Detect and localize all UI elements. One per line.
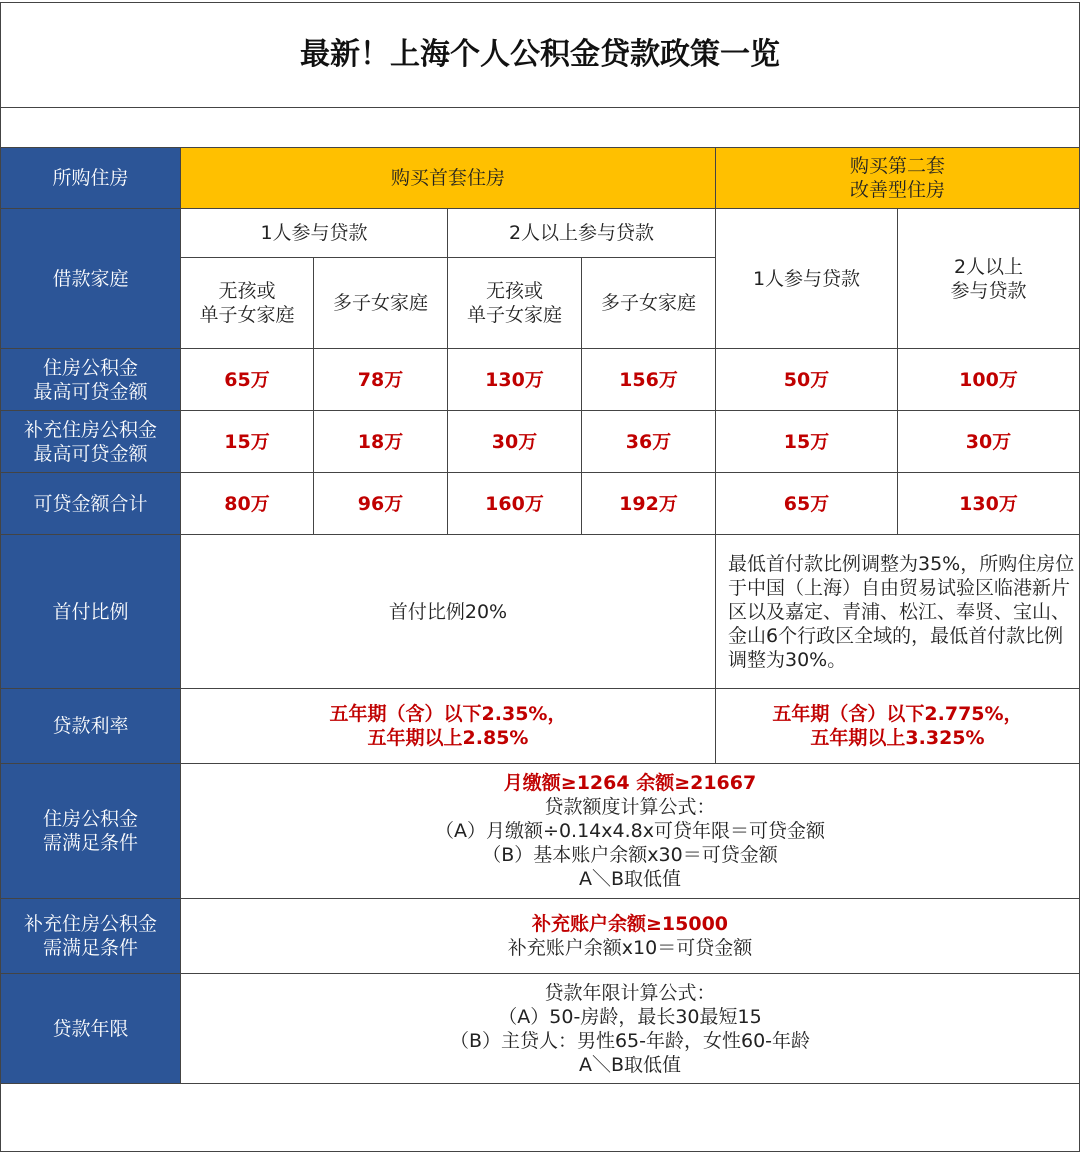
header-two-plus: 2人以上参与贷款: [447, 208, 716, 258]
rate-second: 五年期（含）以下2.775%， 五年期以上3.325%: [715, 688, 1080, 764]
supp-condition-highlight: 补充账户余额≥15000: [531, 913, 729, 935]
supp-max-cell: 15万: [715, 410, 898, 473]
hpf-condition-highlight: 月缴额≥1264 余额≥21667: [503, 772, 757, 794]
supp-condition-line: 补充账户余额x10＝可贷金额: [507, 937, 753, 959]
hpf-condition-line: （B）基本账户余额x30＝可贷金额: [482, 844, 778, 866]
hpf-max-cell: 100万: [897, 348, 1080, 411]
supp-max-cell: 36万: [581, 410, 716, 473]
loan-term: [180, 973, 1080, 1084]
page-title: 最新！上海个人公积金贷款政策一览: [0, 2, 1080, 108]
hpf-condition-line: （A）月缴额÷0.14x4.8x可贷年限＝可贷金额: [435, 820, 825, 842]
hpf-conditions: [180, 763, 1080, 899]
down-payment-first: 首付比例20%: [180, 534, 716, 689]
label-rate: 贷款利率: [0, 688, 181, 764]
total-cell: 192万: [581, 472, 716, 535]
header-one-person: 1人参与贷款: [180, 208, 448, 258]
label-total: 可贷金额合计: [0, 472, 181, 535]
hpf-max-cell: 50万: [715, 348, 898, 411]
hpf-condition-line: 贷款额度计算公式：: [544, 796, 716, 818]
label-term: 贷款年限: [0, 973, 181, 1084]
hpf-max-cell: 65万: [180, 348, 314, 411]
rate-first: 五年期（含）以下2.35%， 五年期以上2.85%: [180, 688, 716, 764]
supp-conditions: [180, 898, 1080, 974]
down-payment-second: 最低首付款比例调整为35%，所购住房位于中国（上海）自由贸易试验区临港新片区以及嘉定、青浦、松江、奉贤、宝山、金山6个行政区全域的，最低首付款比例调整为30%。: [715, 534, 1080, 689]
footer-blank: [0, 1083, 1080, 1152]
header-no-child-2: 无孩或 单子女家庭: [447, 257, 582, 349]
total-cell: 80万: [180, 472, 314, 535]
hpf-max-cell: 130万: [447, 348, 582, 411]
label-supp-max: 补充住房公积金 最高可贷金额: [0, 410, 181, 473]
hpf-condition-line: A＼B取低值: [578, 868, 682, 890]
supp-max-cell: 30万: [897, 410, 1080, 473]
header-second-two-plus: 2人以上 参与贷款: [897, 208, 1080, 349]
header-no-child-1: 无孩或 单子女家庭: [180, 257, 314, 349]
term-line: （B）主贷人：男性65-年龄，女性60-年龄: [449, 1029, 811, 1052]
total-cell: 96万: [313, 472, 448, 535]
header-first-home: 购买首套住房: [180, 147, 716, 209]
label-house: 所购住房: [0, 147, 181, 209]
label-hpf-cond: 住房公积金 需满足条件: [0, 763, 181, 899]
total-cell: 130万: [897, 472, 1080, 535]
total-cell: 65万: [715, 472, 898, 535]
label-down: 首付比例: [0, 534, 181, 689]
supp-max-cell: 30万: [447, 410, 582, 473]
hpf-max-cell: 78万: [313, 348, 448, 411]
total-cell: 160万: [447, 472, 582, 535]
header-multi-child-2: 多子女家庭: [581, 257, 716, 349]
header-second-one-person: 1人参与贷款: [715, 208, 898, 349]
term-line: A＼B取低值: [578, 1053, 682, 1076]
term-line: （A）50-房龄，最长30最短15: [498, 1005, 762, 1028]
header-second-home: 购买第二套 改善型住房: [715, 147, 1080, 209]
hpf-max-cell: 156万: [581, 348, 716, 411]
spacer-row: [0, 107, 1080, 148]
label-supp-cond: 补充住房公积金 需满足条件: [0, 898, 181, 974]
label-hpf-max: 住房公积金 最高可贷金额: [0, 348, 181, 411]
label-family: 借款家庭: [0, 208, 181, 349]
supp-max-cell: 18万: [313, 410, 448, 473]
header-multi-child-1: 多子女家庭: [313, 257, 448, 349]
supp-max-cell: 15万: [180, 410, 314, 473]
term-line: 贷款年限计算公式：: [544, 981, 716, 1004]
